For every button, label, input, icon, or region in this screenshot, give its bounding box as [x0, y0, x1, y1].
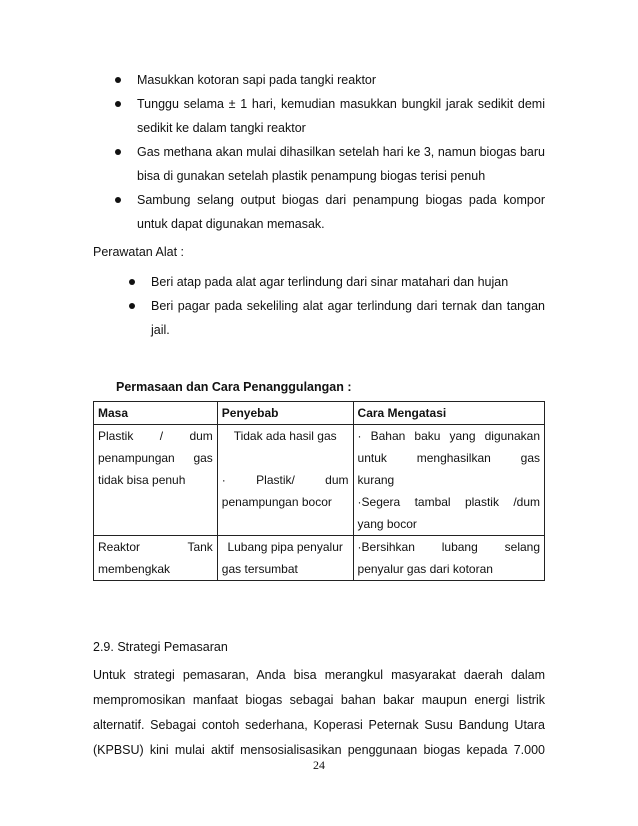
- column-header: Cara Mengatasi: [353, 402, 544, 425]
- bullet-icon: [115, 101, 121, 107]
- list-item: [129, 270, 545, 294]
- procedure-list: [115, 68, 545, 236]
- list-item-text: Beri atap pada alat agar terlindung dari sinar matahari dan hujan: [151, 275, 509, 289]
- cell-text: penampungan gas: [98, 451, 213, 465]
- problem-table: [93, 401, 545, 581]
- perawatan-heading: Perawatan Alat :: [93, 245, 185, 259]
- section-paragraph: [93, 663, 545, 763]
- page-number: 24: [313, 758, 325, 772]
- perawatan-list: [129, 270, 545, 342]
- bullet-icon: [129, 303, 135, 309]
- list-item: [115, 92, 545, 140]
- cell-text: untuk menghasilkan gas: [357, 451, 540, 465]
- list-item-text: jail.: [151, 323, 170, 337]
- cell-text: Reaktor Tank: [98, 540, 213, 554]
- table-cell: [94, 425, 218, 536]
- cell-spacer: [222, 447, 349, 469]
- list-item-text: Beri pagar pada sekeliling alat agar terlindung dari ternak dan tangan: [151, 299, 545, 313]
- column-header: Masa: [94, 402, 218, 425]
- bullet-icon: [129, 279, 135, 285]
- paragraph-line: alternatif. Sebagai contoh sederhana, Koperasi Peternak Susu Bandung Utara: [93, 718, 545, 732]
- cell-text: ·Bersihkan lubang selang: [357, 540, 540, 554]
- table-cell: [353, 536, 544, 581]
- cell-text: membengkak: [98, 562, 171, 576]
- paragraph-line: mempromosikan manfaat biogas sebagai bahan bakar maupun energi listrik: [93, 693, 545, 707]
- bullet-icon: [115, 77, 121, 83]
- list-item: [115, 140, 545, 188]
- bullet-icon: [115, 149, 121, 155]
- table-cell: [217, 425, 353, 536]
- cell-text: gas tersumbat: [221, 562, 298, 576]
- list-item-text: sedikit ke dalam tangki reaktor: [137, 121, 306, 135]
- bullet-icon: [115, 197, 121, 203]
- table-row: [94, 536, 545, 581]
- list-item-text: Masukkan kotoran sapi pada tangki reaktor: [137, 73, 377, 87]
- cell-text: Lubang pipa penyalur: [227, 540, 343, 554]
- list-item-text: Sambung selang output biogas dari penampung biogas pada kompor: [137, 193, 545, 207]
- list-item: [115, 68, 545, 92]
- cell-text: penyalur gas dari kotoran: [357, 562, 493, 576]
- cell-text: · Bahan baku yang digunakan: [357, 429, 540, 443]
- list-item-text: bisa di gunakan setelah plastik penampung biogas terisi penuh: [137, 169, 486, 183]
- table-cell: [353, 425, 544, 536]
- list-item-text: Tunggu selama ± 1 hari, kemudian masukkan bungkil jarak sedikit demi: [137, 97, 545, 111]
- cell-text: kurang: [357, 473, 395, 487]
- cell-text: Plastik / dum: [98, 429, 213, 443]
- cell-text: · Plastik/ dum: [221, 473, 349, 487]
- cell-text: Tidak ada hasil gas: [233, 429, 337, 443]
- table-title: Permasaan dan Cara Penanggulangan :: [116, 380, 352, 394]
- table-cell: [217, 536, 353, 581]
- table-header-row: [94, 402, 545, 425]
- cell-text: ·Segera tambal plastik /dum: [357, 495, 540, 509]
- list-item: [115, 188, 545, 236]
- section-heading: 2.9. Strategi Pemasaran: [93, 640, 228, 654]
- table-cell: [94, 536, 218, 581]
- cell-text: penampungan bocor: [221, 495, 332, 509]
- paragraph-line: Untuk strategi pemasaran, Anda bisa merangkul masyarakat daerah dalam: [93, 668, 545, 682]
- list-item: [129, 294, 545, 342]
- column-header: Penyebab: [217, 402, 353, 425]
- paragraph-line: (KPBSU) kini mulai aktif mensosialisasikan penggunaan biogas kepada 7.000: [93, 743, 545, 757]
- table-row: [94, 425, 545, 536]
- cell-text: yang bocor: [357, 517, 417, 531]
- list-item-text: Gas methana akan mulai dihasilkan setelah hari ke 3, namun biogas baru: [137, 145, 545, 159]
- list-item-text: untuk dapat digunakan memasak.: [137, 217, 325, 231]
- cell-text: tidak bisa penuh: [98, 473, 186, 487]
